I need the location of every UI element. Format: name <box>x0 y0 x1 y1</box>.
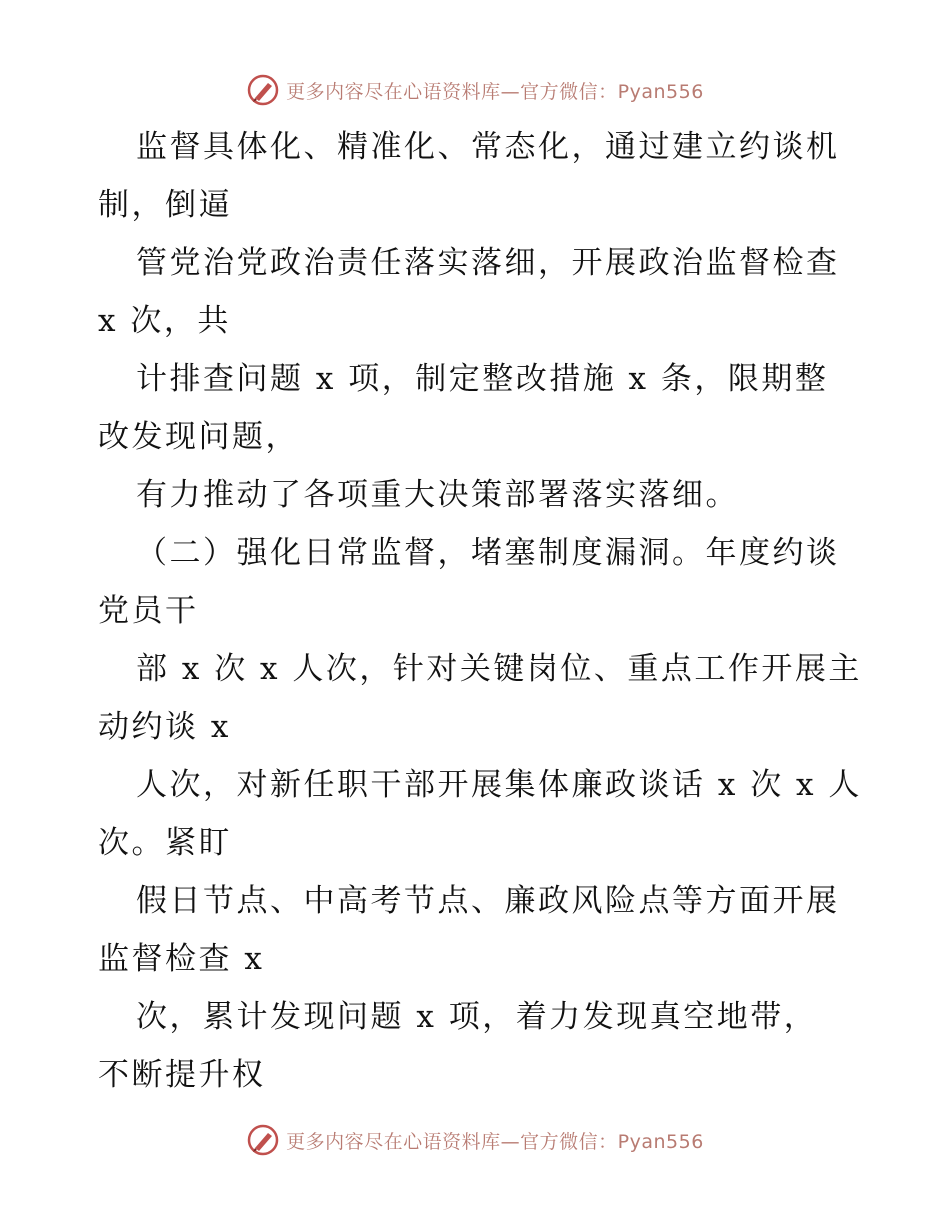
text-line: 不断提升权 <box>98 1057 266 1093</box>
text-line: 次。紧盯 <box>98 825 232 861</box>
text-line: 部 x 次 x 人次，针对关键岗位、重点工作开展主 <box>136 651 862 687</box>
pen-logo-icon <box>246 73 280 107</box>
text-line: 制，倒逼 <box>98 187 232 223</box>
text-line: 监督具体化、精准化、常态化，通过建立约谈机 <box>136 129 840 165</box>
text-line: 监督检查 x <box>98 941 265 977</box>
section-heading-line: （二）强化日常监督，堵塞制度漏洞。年度约谈 <box>136 535 840 571</box>
text-line: 动约谈 x <box>98 709 231 745</box>
text-line: x 次，共 <box>98 303 231 339</box>
text-line: 党员干 <box>98 593 199 629</box>
footer-banner <box>0 1120 950 1160</box>
text-line: 有力推动了各项重大决策部署落实落细。 <box>136 477 739 513</box>
header-banner <box>0 70 950 110</box>
text-line: 假日节点、中高考节点、廉政风险点等方面开展 <box>136 883 840 919</box>
text-line: 管党治党政治责任落实落细，开展政治监督检查 <box>136 245 840 281</box>
document-body <box>98 118 878 1104</box>
footer-banner-text: 更多内容尽在心语资料库—官方微信：Pyan556 <box>286 1130 704 1153</box>
text-line: 人次，对新任职干部开展集体廉政谈话 x 次 x 人 <box>136 767 862 803</box>
text-line: 改发现问题， <box>98 419 299 455</box>
text-line: 次，累计发现问题 x 项，着力发现真空地带， <box>136 999 818 1035</box>
pen-logo-icon <box>246 1123 280 1157</box>
header-banner-text: 更多内容尽在心语资料库—官方微信：Pyan556 <box>286 80 704 103</box>
text-line: 计排查问题 x 项，制定整改措施 x 条，限期整 <box>136 361 829 397</box>
